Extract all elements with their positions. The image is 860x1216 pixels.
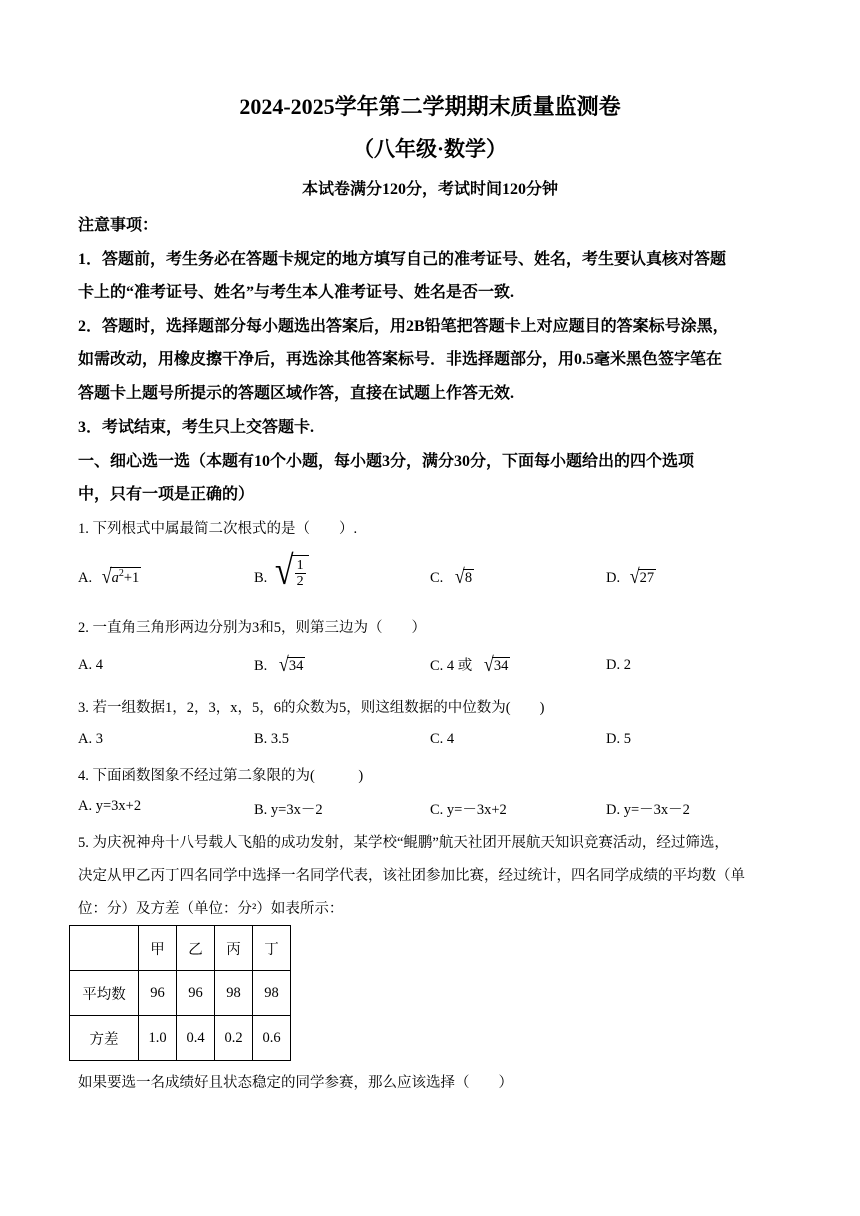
- notice-item-2-line-1: 2．答题时，选择题部分每小题选出答案后，用2B铅笔把答题卡上对应题目的答案标号涂黑，: [78, 318, 729, 335]
- q1-option-a-label: A.: [78, 570, 93, 586]
- q1-b-num: 1: [296, 557, 304, 573]
- q3-option-b: B. 3.5: [254, 731, 290, 747]
- q1-option-b: [254, 549, 309, 594]
- table-cell: 98: [253, 971, 291, 1016]
- table-cell: 0.6: [253, 1016, 291, 1061]
- q1-stem: 1. 下列根式中属最简二次根式的是（ ）.: [78, 521, 358, 537]
- q2-option-d: D. 2: [606, 657, 631, 673]
- q2-option-b-radical: √34: [278, 652, 304, 676]
- q2-b-rad: 34: [288, 658, 304, 674]
- table-cell: 98: [215, 971, 253, 1016]
- q1-a-tail: +1: [123, 570, 140, 586]
- q3-option-a: A. 3: [78, 731, 103, 747]
- q1-a-var: a: [111, 570, 119, 586]
- q1-option-d: [606, 566, 656, 587]
- notice-item-2-line-2: 如需改动，用橡皮擦干净后，再选涂其他答案标号．非选择题部分，用0.5毫米黑色签字笔在: [78, 351, 723, 368]
- q4-option-b: B. y=3x－2: [254, 802, 323, 818]
- table-cell: 甲: [139, 926, 177, 971]
- q1-d-rad: 27: [639, 570, 655, 586]
- table-cell: 1.0: [139, 1016, 177, 1061]
- exam-info: 本试卷满分120分，考试时间120分钟: [301, 181, 558, 198]
- q2-option-c-label: C. 4 或: [430, 658, 473, 674]
- notice-item-3: 3．考试结束，考生只上交答题卡.: [78, 419, 315, 436]
- notice-item-1-line-2: 卡上的“准考证号、姓名”与考生本人准考证号、姓名是否一致.: [78, 284, 515, 301]
- section-1-line-2: 中，只有一项是正确的）: [78, 486, 255, 503]
- q2-option-c: [430, 654, 510, 675]
- q1-option-a-radical: $√a^2+1$: [101, 564, 140, 588]
- q5-line-1: 5. 为庆祝神舟十八号载人飞船的成功发射，某学校“鲲鹏”航天社团开展航天知识竞赛活动，经过筛选，: [78, 835, 729, 851]
- q1-option-a: [78, 566, 141, 587]
- table-cell: 0.4: [177, 1016, 215, 1061]
- exam-title: 2024-2025学年第二学期期末质量监测卷: [239, 94, 621, 119]
- table-cell: 96: [139, 971, 177, 1016]
- q2-option-c-radical: √34: [483, 652, 509, 676]
- table-header-row: [70, 926, 291, 971]
- q4-option-d: D. y=－3x－2: [606, 802, 690, 818]
- table-cell: 丁: [253, 926, 291, 971]
- q2-c-rad: 34: [493, 658, 509, 674]
- notice-item-1-line-1: 1．答题前，考生务必在答题卡规定的地方填写自己的准考证号、姓名，考生要认真核对答题: [78, 251, 727, 268]
- table-row: [70, 1016, 291, 1061]
- table-row: [70, 971, 291, 1016]
- q1-option-d-radical: √27: [629, 564, 655, 588]
- q3-option-c: C. 4: [430, 731, 455, 747]
- q4-option-c: C. y=－3x+2: [430, 802, 507, 818]
- table-cell: 平均数: [70, 971, 139, 1016]
- scores-table: [69, 925, 291, 1061]
- q2-stem: 2. 一直角三角形两边分别为3和5，则第三边为（ ）: [78, 620, 426, 636]
- table-cell: 0.2: [215, 1016, 253, 1061]
- q1-option-b-radical: √ $\frac{1}{2}$: [275, 553, 309, 591]
- q3-option-d: D. 5: [606, 731, 631, 747]
- q1-c-rad: 8: [464, 570, 473, 586]
- q2-option-b-label: B.: [254, 658, 268, 674]
- q1-option-c-label: C.: [430, 570, 444, 586]
- q1-option-c-radical: √8: [454, 564, 473, 588]
- q4-stem: 4. 下面函数图象不经过第二象限的为( ): [78, 768, 364, 784]
- q1-option-c: [430, 566, 474, 587]
- q2-option-b: [254, 654, 305, 675]
- q5-line-2: 决定从甲乙丙丁四名同学中选择一名同学代表，该社团参加比赛，经过统计，四名同学成绩的平均数（单: [78, 868, 745, 884]
- q1-a-exp: 2: [118, 568, 124, 580]
- q2-option-a: A. 4: [78, 657, 103, 673]
- q3-stem: 3. 若一组数据1，2，3，x，5，6的众数为5，则这组数据的中位数为( ): [78, 700, 545, 716]
- exam-subtitle: （八年级·数学）: [352, 137, 507, 161]
- table-cell: 方差: [70, 1016, 139, 1061]
- table-cell: 乙: [177, 926, 215, 971]
- notice-item-2-line-3: 答题卡上题号所提示的答题区域作答，直接在试题上作答无效.: [78, 385, 515, 402]
- q5-question: 如果要选一名成绩好且状态稳定的同学参赛，那么应该选择（ ）: [78, 1075, 513, 1091]
- table-cell: [70, 926, 139, 971]
- notice-heading: 注意事项：: [78, 217, 159, 234]
- q1-option-b-label: B.: [254, 570, 268, 587]
- table-cell: 丙: [215, 926, 253, 971]
- q1-b-den: 2: [296, 574, 304, 589]
- q1-option-d-label: D.: [606, 570, 621, 586]
- q4-option-a: A. y=3x+2: [78, 798, 142, 814]
- q5-line-3: 位：分）及方差（单位：分²）如表所示：: [78, 901, 344, 917]
- section-1-line-1: 一、细心选一选（本题有10个小题，每小题3分，满分30分，下面每小题给出的四个选项: [78, 453, 695, 470]
- table-cell: 96: [177, 971, 215, 1016]
